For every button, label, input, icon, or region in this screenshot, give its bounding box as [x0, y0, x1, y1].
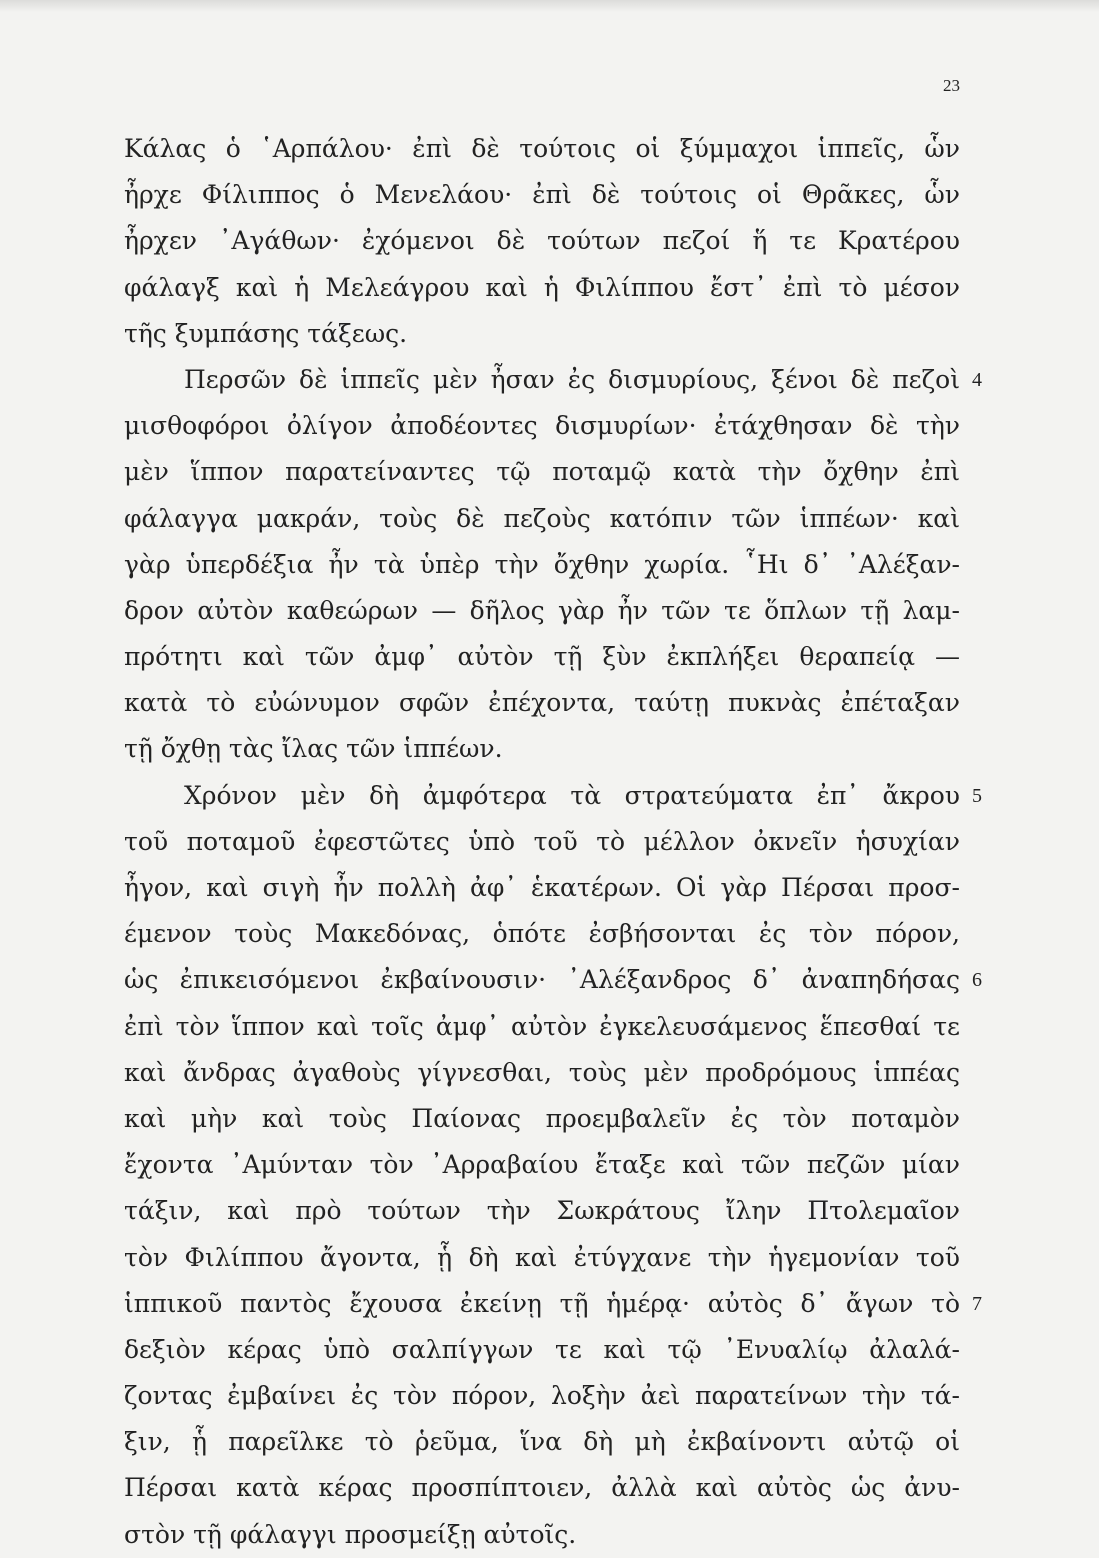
- text-line: Κάλας ὁ ῾Αρπάλου· ἐπὶ δὲ τούτοις οἱ ξύμμαχοι ἱππεῖς, ὧν: [124, 134, 960, 163]
- text-line: φάλαγξ καὶ ἡ Μελεάγρου καὶ ἡ Φιλίππου ἔστ᾿ ἐπὶ τὸ μέσον: [124, 272, 960, 302]
- text-line: φάλαγγα μακράν, τοὺς δὲ πεζοὺς κατόπιν τῶν ἱππέων· καὶ: [124, 503, 960, 533]
- section-number: 4: [972, 368, 982, 391]
- text-line: δεξιὸν κέρας ὑπὸ σαλπίγγων τε καὶ τῷ ᾿Ενυαλίῳ ἀλαλά-: [124, 1334, 960, 1364]
- text-line: ἱππικοῦ παντὸς ἔχουσα ἐκείνῃ τῇ ἡμέρᾳ· αὐτὸς δ᾿ ἄγων τὸ 7: [124, 1281, 960, 1327]
- text-line: γὰρ ὑπερδέξια ἦν τὰ ὑπὲρ τὴν ὄχθην χωρία. ῟Ηι δ᾿ ᾿Αλέξαν-: [124, 549, 960, 579]
- text-line: Περσῶν δὲ ἱππεῖς μὲν ἦσαν ἐς δισμυρίους, ξένοι δὲ πεζοὶ 4: [124, 357, 960, 403]
- section-number: 7: [972, 1292, 982, 1315]
- text-line: ἐπὶ τὸν ἵππον καὶ τοῖς ἀμφ᾿ αὐτὸν ἐγκελευσάμενος ἕπεσθαί τε: [124, 1011, 960, 1041]
- text-line: τῆς ξυμπάσης τάξεως.: [124, 318, 408, 348]
- page-number: 23: [943, 76, 960, 95]
- text-line: τῇ ὄχθῃ τὰς ἴλας τῶν ἱππέων.: [124, 734, 503, 764]
- text-line: δρον αὐτὸν καθεώρων — δῆλος γὰρ ἦν τῶν τε ὅπλων τῇ λαμ-: [124, 595, 960, 625]
- page-top-edge: [0, 0, 1099, 12]
- text-line: μισθοφόροι ὀλίγον ἀποδέοντες δισμυρίων· ἐτάχθησαν δὲ τὴν: [124, 411, 960, 441]
- text-line: ζοντας ἐμβαίνει ἐς τὸν πόρον, λοξὴν ἀεὶ παρατείνων τὴν τά-: [124, 1381, 960, 1411]
- text-line: Πέρσαι κατὰ κέρας προσπίπτοιεν, ἀλλὰ καὶ αὐτὸς ὡς ἀνυ-: [124, 1473, 960, 1503]
- text-line: κατὰ τὸ εὐώνυμον σφῶν ἐπέχοντα, ταύτῃ πυκνὰς ἐπέταξαν: [124, 688, 960, 718]
- text-line: Χρόνον μὲν δὴ ἀμφότερα τὰ στρατεύματα ἐπ᾿ ἄκρου 5: [124, 773, 960, 819]
- text-line: έμενον τοὺς Μακεδόνας, ὁπότε ἐσβήσονται ἐς τὸν πόρον,: [124, 919, 960, 949]
- text-line: πρότητι καὶ τῶν ἀμφ᾿ αὐτὸν τῇ ξὺν ἐκπλήξει θεραπείᾳ —: [124, 642, 960, 672]
- text-line: μὲν ἵππον παρατείναντες τῷ ποταμῷ κατὰ τὴν ὄχθην ἐπὶ: [124, 457, 960, 487]
- text-line: καὶ μὴν καὶ τοὺς Παίονας προεμβαλεῖν ἐς τὸν ποταμὸν: [124, 1103, 960, 1133]
- text-line: ἦρχεν ᾿Αγάθων· ἐχόμενοι δὲ τούτων πεζοί ἥ τε Κρατέρου: [124, 226, 960, 256]
- text-line: ἦρχε Φίλιππος ὁ Μενελάου· ἐπὶ δὲ τούτοις οἱ Θρᾶκες, ὧν: [124, 180, 960, 210]
- text-line: τάξιν, καὶ πρὸ τούτων τὴν Σωκράτους ἴλην Πτολεμαῖον: [124, 1196, 960, 1226]
- section-number: 5: [972, 784, 982, 807]
- body-text: [124, 126, 982, 1558]
- text-line: ξιν, ᾗ παρεῖλκε τὸ ῥεῦμα, ἵνα δὴ μὴ ἐκβαίνοντι αὐτῷ οἱ: [124, 1427, 960, 1457]
- text-line: ὡς ἐπικεισόμενοι ἐκβαίνουσιν· ᾿Αλέξανδρος δ᾿ ἀναπηδήσας 6: [124, 957, 960, 1003]
- text-line: ἦγον, καὶ σιγὴ ἦν πολλὴ ἀφ᾿ ἑκατέρων. Οἱ γὰρ Πέρσαι προσ-: [124, 873, 960, 902]
- section-number: 6: [972, 969, 982, 992]
- text-line: ἔχοντα ᾿Αμύνταν τὸν ᾿Αρραβαίου ἔταξε καὶ τῶν πεζῶν μίαν: [124, 1150, 960, 1180]
- text-line: τὸν Φιλίππου ἄγοντα, ᾗ δὴ καὶ ἐτύγχανε τὴν ἡγεμονίαν τοῦ: [124, 1242, 960, 1272]
- text-line: καὶ ἄνδρας ἀγαθοὺς γίγνεσθαι, τοὺς μὲν προδρόμους ἱππέας: [124, 1057, 960, 1087]
- text-line: στὸν τῇ φάλαγγι προσμείξῃ αὐτοῖς.: [124, 1519, 577, 1549]
- text-line: τοῦ ποταμοῦ ἐφεστῶτες ὑπὸ τοῦ τὸ μέλλον ὀκνεῖν ἡσυχίαν: [124, 826, 960, 856]
